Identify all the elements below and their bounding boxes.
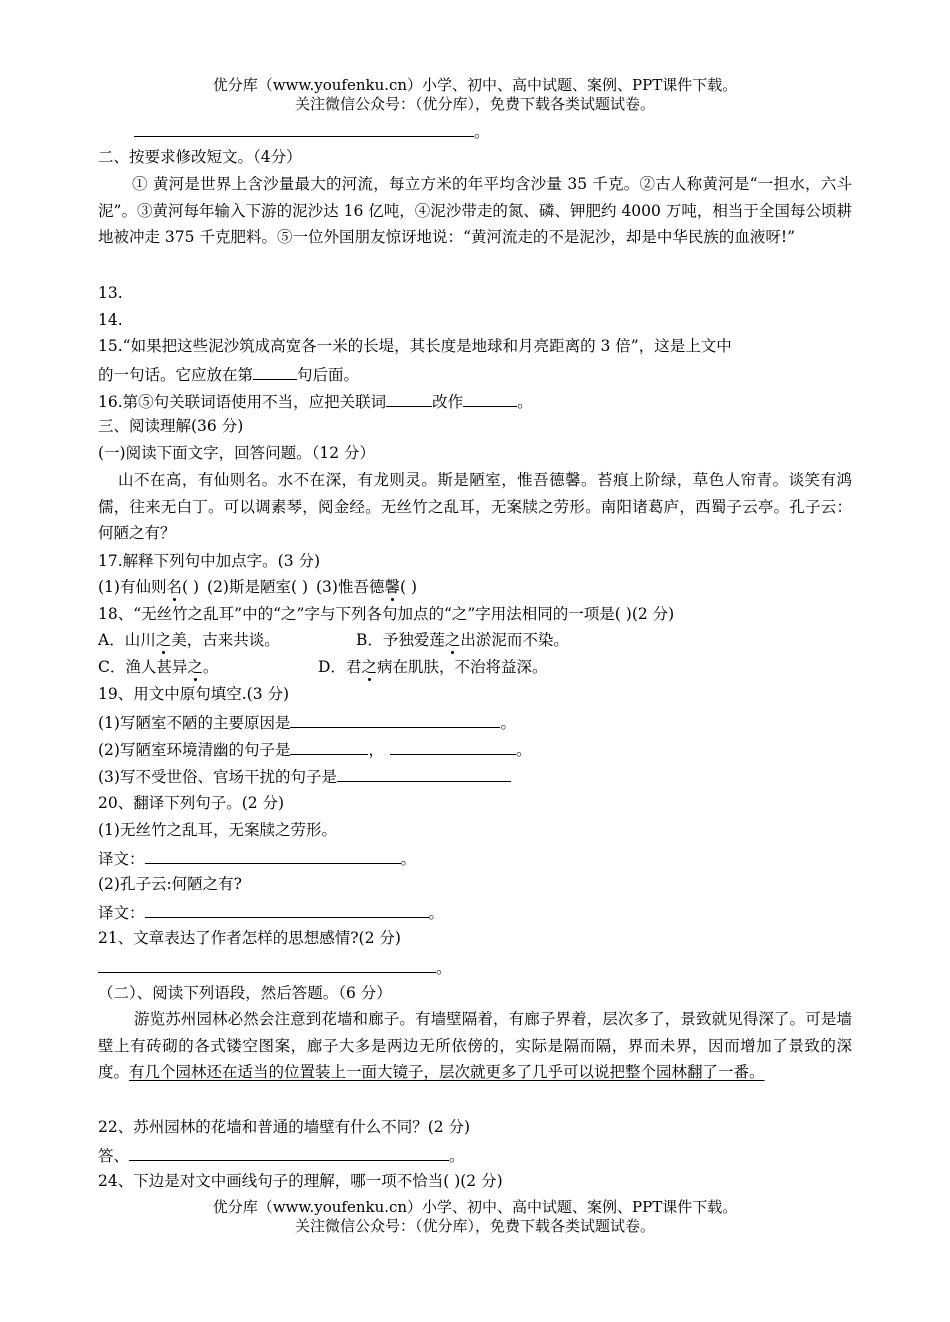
footer-line-1: 优分库（www.youfenku.cn）小学、初中、高中试题、案例、PPT课件下载。	[212, 1198, 738, 1216]
question-15-line1: 15.“如果把这些泥沙筑成高宽各一米的长堤，其长度是地球和月亮距离的 3 倍”，这是上文中	[98, 337, 732, 355]
q18-option-d[interactable]: D．君之病在肌肤，不治将益深。	[318, 658, 548, 676]
question-19-3: (3)写不受世俗、官场干扰的句子是	[98, 763, 511, 789]
q19-3-blank[interactable]	[337, 763, 511, 782]
q21-answer: 。	[98, 954, 452, 980]
part2-passage: 游览苏州园林必然会注意到花墙和廊子。有墙壁隔着，有廊子界着，层次多了，景致就见得深了。可是墙壁上有砖砌的各式镂空图案，廊子大多是两边无所依傍的，实际是隔而隔，界而未界，因而增加了景致的深度。有几个园林还在适当的位置装上一面大镜子，层次就更多了几乎可以说把整个园林翻了一番。	[98, 1010, 852, 1081]
q20-2-blank[interactable]	[145, 899, 429, 918]
question-21: 21、文章表达了作者怎样的思想感情?(2 分)	[98, 929, 401, 947]
underlined-sentence: 有几个园林还在适当的位置装上一面大镜子，层次就更多了几乎可以说把整个园林翻了一番。	[129, 1063, 765, 1081]
question-19-1: (1)写陋室不陋的主要原因是 。	[98, 709, 516, 735]
question-20: 20、翻译下列句子。(2 分)	[98, 794, 285, 812]
question-15-line2: 的一句话。它应放在第 句后面。	[98, 361, 359, 387]
q20-2-translation: 译文： 。	[98, 899, 444, 925]
question-20-2: (2)孔子云:何陋之有?	[98, 875, 242, 893]
question-16: 16.第⑤句关联词语使用不当，应把关联词 改作 。	[98, 388, 533, 414]
header-line-1: 优分库（www.youfenku.cn）小学、初中、高中试题、案例、PPT课件下载。	[212, 76, 738, 94]
q18-option-b[interactable]: B．予独爱莲之出淤泥而不染。	[356, 631, 569, 649]
q20-1-translation: 译文： 。	[98, 845, 416, 871]
section3-title: 三、阅读理解(36 分)	[98, 417, 244, 435]
q22-blank[interactable]	[129, 1142, 449, 1161]
question-19-2: (2)写陋室环境清幽的句子是 ， 。	[98, 736, 532, 762]
section2-passage: ① 黄河是世界上含沙量最大的河流，每立方米的年平均含沙量 35 千克。②古人称黄河是“一担水，六斗泥”。③黄河每年输入下游的泥沙达 16 亿吨，④泥沙带走的氮、磷、钾肥约 4000 万吨，相当于全国每公顷耕地被冲走 375 千克肥料。⑤一位外国朋友惊讶地说：“黄河流走的不是泥沙，却是中华民族的血液呀!”	[98, 175, 852, 246]
question-18: 18、“无丝竹之乱耳”中的“之”字与下列各句加点的“之”字用法相同的一项是( )(2 分)	[98, 605, 675, 623]
question-14: 14.	[98, 311, 123, 329]
header-line-2: 关注微信公众号：（优分库），免费下载各类试题试卷。	[294, 95, 655, 113]
part1-title: (一)阅读下面文字，回答问题。（12 分）	[98, 444, 375, 462]
q15-blank[interactable]	[253, 361, 297, 380]
question-20-1: (1)无丝竹之乱耳，无案牍之劳形。	[98, 821, 337, 839]
q16-blank-1[interactable]	[386, 388, 432, 407]
part1-passage: 山不在高，有仙则名。水不在深，有龙则灵。斯是陋室，惟吾德馨。苔痕上阶绿，草色人帘青。谈笑有鸿儒，往来无白丁。可以调素琴，阅金经。无丝竹之乱耳，无案牍之劳形。南阳诸葛庐，西蜀子云亭。孔子云：何陋之有？	[98, 471, 852, 542]
q18-option-a[interactable]: A．山川之美，古来共谈。	[98, 631, 280, 649]
answer-blank[interactable]	[134, 118, 474, 137]
q16-blank-2[interactable]	[463, 388, 517, 407]
q18-option-c[interactable]: C．渔人甚异之。	[98, 658, 219, 676]
q20-1-blank[interactable]	[145, 845, 401, 864]
footer-line-2: 关注微信公众号：（优分库），免费下载各类试题试卷。	[294, 1217, 655, 1235]
question-24: 24、下边是对文中画线句子的理解，哪一项不恰当( )(2 分)	[98, 1172, 503, 1190]
top-answer-line: 。	[134, 118, 490, 144]
q19-2-blank-2[interactable]	[390, 736, 516, 755]
part2-title: （二）、阅读下列语段，然后答题。（6 分）	[98, 984, 392, 1002]
q19-1-blank[interactable]	[290, 709, 500, 728]
section2-title: 二、按要求修改短文。（4分）	[98, 148, 302, 166]
question-19: 19、用文中原句填空.(3 分)	[98, 685, 290, 703]
question-17-items: (1)有仙则名( ) (2)斯是陋室( ) (3)惟吾德馨( )	[98, 578, 418, 596]
q19-2-blank-1[interactable]	[290, 736, 368, 755]
q21-blank[interactable]	[98, 954, 436, 973]
question-22: 22、苏州园林的花墙和普通的墙壁有什么不同？(2 分)	[98, 1118, 471, 1136]
q22-answer: 答、 。	[98, 1142, 465, 1168]
question-13: 13.	[98, 284, 123, 302]
question-17: 17.解释下列句中加点字。(3 分)	[98, 552, 321, 570]
